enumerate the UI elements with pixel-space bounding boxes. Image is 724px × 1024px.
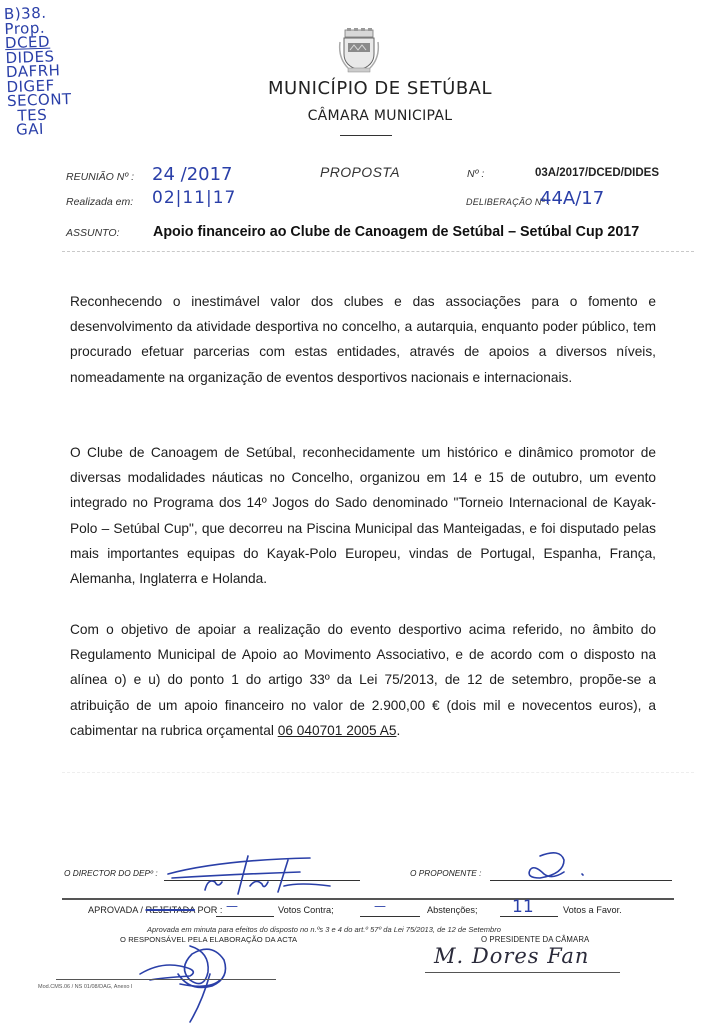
municipality-title: MUNICÍPIO DE SETÚBAL bbox=[267, 78, 493, 99]
by-label: POR : bbox=[194, 905, 223, 915]
proposal-number: 03A/2017/DCED/DIDES bbox=[535, 167, 659, 179]
body-paragraph-proposal bbox=[70, 617, 656, 743]
abstentions-label: Abstenções; bbox=[427, 905, 478, 915]
votes-for-label: Votos a Favor. bbox=[563, 905, 622, 915]
votes-against-line bbox=[216, 916, 274, 917]
body-paragraph: Reconhecendo o inestimável valor dos clubes e das associações para o fomento e desenvolvimento da atividade desportiva no concelho, a autarquia, enquanto poder público, tem procurado efetuar parcerias com estas entidades, através de apoios a diversos níveis, nomeadamente na organização de eventos desportivos nacionais e internacionais. bbox=[70, 294, 656, 385]
deliberation-number: 44A/17 bbox=[540, 188, 605, 209]
meeting-number: 24 /2017 bbox=[152, 164, 233, 185]
votes-for-value: 11 bbox=[512, 897, 534, 917]
abstentions-line bbox=[360, 916, 420, 917]
margin-note: DIDES bbox=[5, 46, 55, 67]
header-separator bbox=[62, 251, 694, 252]
margin-note: DCED bbox=[4, 32, 51, 53]
votes-against-label: Votos Contra; bbox=[278, 905, 334, 915]
minutes-responsible-label: O RESPONSÁVEL PELA ELABORAÇÃO DA ACTA bbox=[120, 935, 298, 944]
margin-note: GAI bbox=[15, 119, 45, 139]
votes-against-value: — bbox=[226, 899, 238, 913]
approval-line bbox=[88, 905, 222, 915]
proposal-text: Com o objetivo de apoiar a realização do evento desportivo acima referido, no âmbito do Regulamento Municipal de Apoio ao Movimento Associativo, e de acordo com o disposto na alínea o) e u) do ponto 1 do artigo 33º da Lei 75/2013, de 12 de setembro, propõe-se a atribuição de um apoio financeiro no valor de 2.900,00 € (dois mil e novecentos euros), a cabimentar na rubrica orçamental bbox=[70, 622, 656, 738]
president-signature: M. Dores Fan bbox=[434, 944, 590, 968]
margin-note: DAFRH bbox=[5, 61, 61, 82]
header-divider bbox=[340, 135, 392, 136]
coat-of-arms-icon bbox=[338, 28, 380, 74]
number-label: Nº : bbox=[467, 168, 485, 180]
meeting-label: REUNIÃO Nº : bbox=[66, 171, 135, 183]
subject-label: ASSUNTO: bbox=[66, 227, 120, 239]
margin-note: TES bbox=[17, 105, 48, 125]
margin-note: SECONT bbox=[6, 89, 72, 111]
president-signature-line bbox=[425, 972, 620, 973]
final-period: . bbox=[396, 722, 401, 738]
minutes-responsible-signature-line bbox=[56, 979, 276, 980]
president-label: O PRESIDENTE DA CÂMARA bbox=[481, 935, 590, 944]
form-code: Mod.CMS.06 / NS 01/08/DAG, Anexo I bbox=[38, 984, 133, 990]
minute-approval-note: Aprovada em minuta para efeitos do disposto no n.ºs 3 e 4 do art.º 57º da Lei 75/2013, de 12 de Setembro bbox=[147, 925, 501, 934]
chamber-subtitle: CÂMARA MUNICIPAL bbox=[307, 108, 453, 124]
approved-option: APROVADA / bbox=[88, 905, 146, 915]
body-paragraph: O Clube de Canoagem de Setúbal, reconhecidamente um histórico e dinâmico promotor de diversas modalidades náuticas no Concelho, organizou em 14 e 15 de outubro, um evento integrado no Programa dos 14º Jogos do Sado denominado "Torneio Internacional de Kayak-Polo – Setúbal Cup", que decorreu na Piscina Municipal das Manteigadas, e foi disputado pelas mais importantes equipas do Kayak-Polo Europeu, vindas de Portugal, Espanha, França, Alemanha, Inglaterra e Holanda. bbox=[70, 445, 656, 587]
director-signature bbox=[160, 852, 370, 902]
margin-note: Prop. bbox=[4, 18, 46, 38]
deliberation-label: DELIBERAÇÃO Nº : bbox=[466, 197, 551, 207]
subject-title: Apoio financeiro ao Clube de Canoagem de Setúbal – Setúbal Cup 2017 bbox=[153, 224, 640, 240]
body-separator bbox=[62, 772, 694, 773]
proponent-label: O PROPONENTE : bbox=[410, 868, 482, 878]
minutes-responsible-signature bbox=[120, 944, 240, 1024]
budget-line-code: 06 040701 2005 A5 bbox=[277, 722, 397, 738]
director-label: O DIRECTOR DO DEPº : bbox=[64, 868, 158, 878]
abstentions-value: — bbox=[374, 899, 386, 913]
margin-note: DIGEF bbox=[6, 75, 56, 96]
held-on-date: 02|11|17 bbox=[152, 188, 237, 208]
margin-note: B)38. bbox=[3, 3, 47, 24]
signature-block-divider bbox=[62, 898, 674, 900]
rejected-option: REJEITADA bbox=[145, 905, 195, 915]
proponent-signature bbox=[520, 848, 600, 888]
document-type: PROPOSTA bbox=[320, 164, 400, 180]
held-on-label: Realizada em: bbox=[66, 196, 134, 208]
